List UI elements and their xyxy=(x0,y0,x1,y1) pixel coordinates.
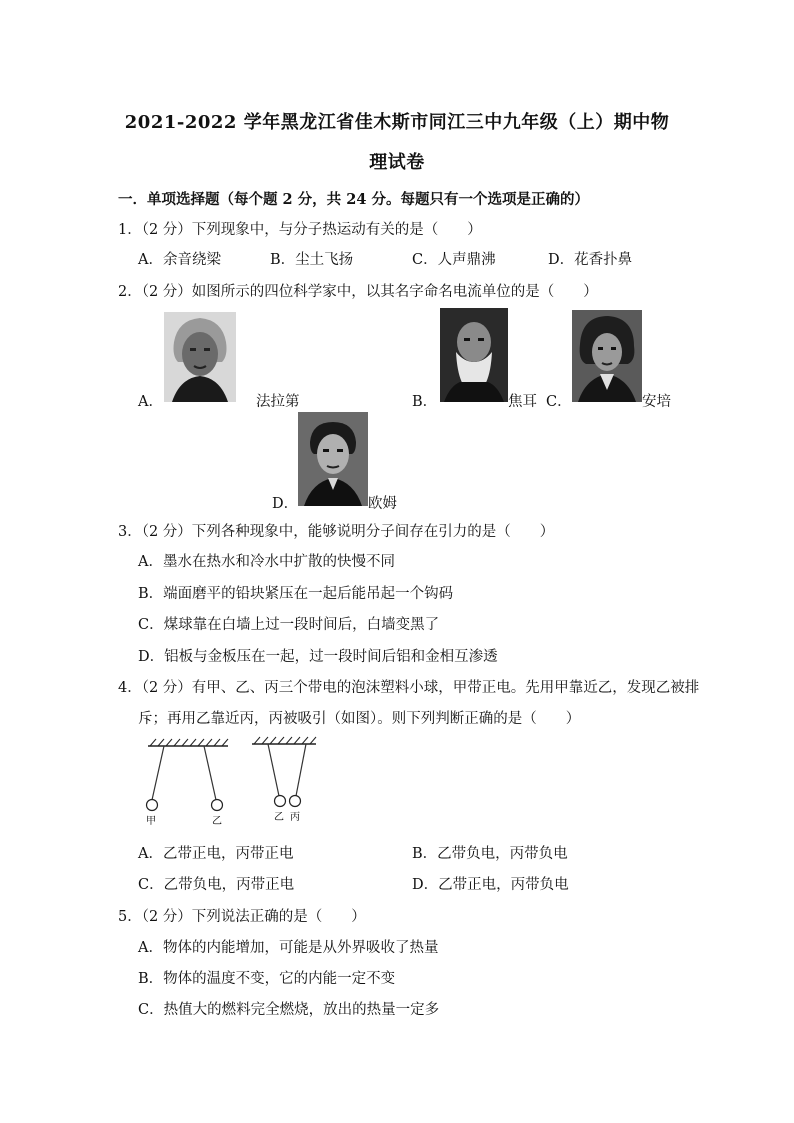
exam-title-line2: 理试卷 xyxy=(369,152,425,173)
portrait-faraday xyxy=(164,312,236,402)
q2-option-c-letter: C． xyxy=(546,394,572,410)
q2-option-b-letter: B． xyxy=(412,394,438,410)
q4-pendulum-drawing xyxy=(140,736,340,828)
q3-option-b: B．端面磨平的铅块紧压在一起后能吊起一个钩码 xyxy=(138,586,454,602)
ball-label-bing: 丙 xyxy=(290,812,300,823)
q5-option-c: C．热值大的燃料完全燃烧，放出的热量一定多 xyxy=(138,1002,440,1018)
q5-option-b: B．物体的温度不变，它的内能一定不变 xyxy=(138,971,396,987)
q4-pendulum-figure xyxy=(140,736,340,828)
q3-stem: 3．（2 分）下列各种现象中，能够说明分子间存在引力的是（ ） xyxy=(118,524,555,540)
q2-option-a-letter: A． xyxy=(138,394,163,410)
q1-option-c: C．人声鼎沸 xyxy=(412,252,496,268)
q2-option-d-letter: D． xyxy=(272,496,299,512)
q4-option-a: A．乙带正电，丙带正电 xyxy=(138,846,294,862)
portrait-joule xyxy=(440,308,508,402)
q5-option-a: A．物体的内能增加，可能是从外界吸收了热量 xyxy=(138,940,439,956)
q2-name-a: 法拉第 xyxy=(256,394,300,410)
q2-name-c: 安培 xyxy=(642,394,671,410)
q2-name-d: 欧姆 xyxy=(368,496,397,512)
ball-label-yi-right: 乙 xyxy=(274,812,284,823)
q1-option-d: D．花香扑鼻 xyxy=(548,252,633,268)
q2-name-b: 焦耳 xyxy=(508,394,537,410)
ball-label-jia: 甲 xyxy=(146,816,156,827)
ball-label-yi-left: 乙 xyxy=(212,816,222,827)
q3-option-d: D．铝板与金板压在一起，过一段时间后铝和金相互渗透 xyxy=(138,649,498,665)
q4-stem-line2: 斥；再用乙靠近丙，丙被吸引（如图）。则下列判断正确的是（ ） xyxy=(138,711,581,727)
section-heading: 一．单项选择题（每个题 2 分，共 24 分。每题只有一个选项是正确的） xyxy=(118,191,589,208)
q1-option-b: B．尘土飞扬 xyxy=(270,252,354,268)
q4-option-d: D．乙带正电，丙带负电 xyxy=(412,877,569,893)
exam-title-line1: 2021-2022 学年黑龙江省佳木斯市同江三中九年级（上）期中物 xyxy=(124,112,670,133)
portrait-ohm xyxy=(298,412,368,506)
q5-stem: 5．（2 分）下列说法正确的是（ ） xyxy=(118,909,366,925)
q3-option-a: A．墨水在热水和冷水中扩散的快慢不同 xyxy=(138,554,395,570)
q2-stem: 2．（2 分）如图所示的四位科学家中，以其名字命名电流单位的是（ ） xyxy=(118,284,598,300)
q1-stem: 1．（2 分）下列现象中，与分子热运动有关的是（ ） xyxy=(118,222,482,238)
portrait-ampere xyxy=(572,310,642,402)
q4-stem-line1: 4．（2 分）有甲、乙、丙三个带电的泡沫塑料小球，甲带正电。先用甲靠近乙，发现乙被排 xyxy=(118,680,700,696)
q4-option-b: B．乙带负电，丙带负电 xyxy=(412,846,568,862)
q3-option-c: C．煤球靠在白墙上过一段时间后，白墙变黑了 xyxy=(138,617,440,633)
q1-option-a: A．余音绕梁 xyxy=(138,252,221,268)
q4-option-c: C．乙带负电，丙带正电 xyxy=(138,877,295,893)
